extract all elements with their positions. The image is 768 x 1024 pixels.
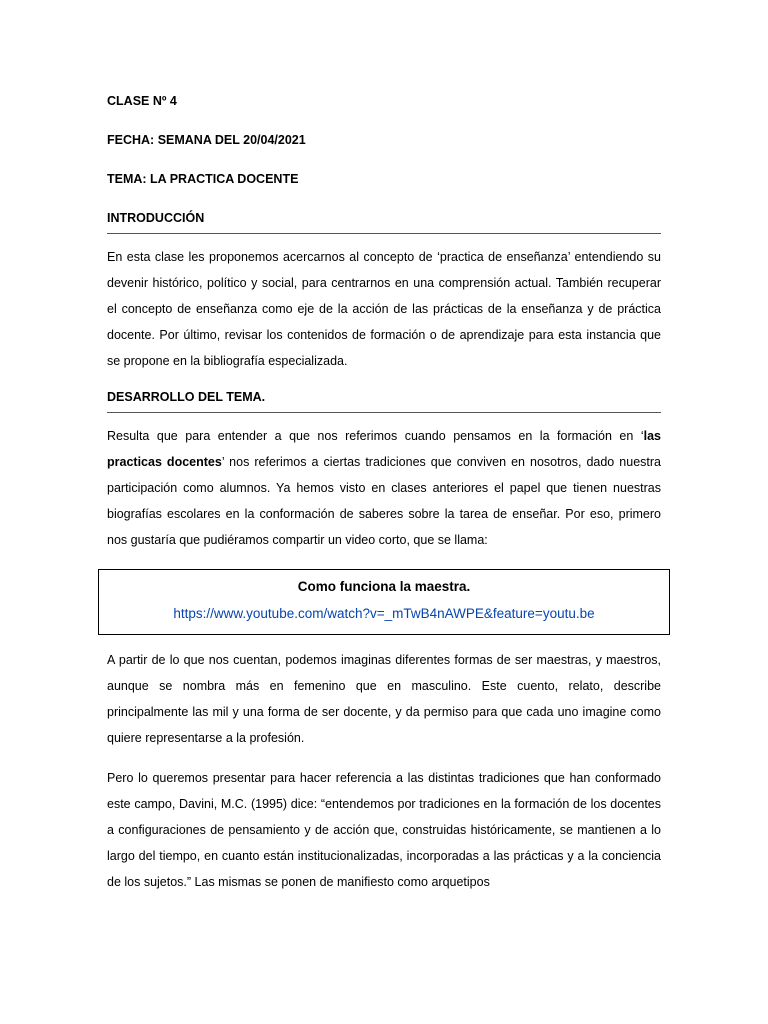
cuento-paragraph: A partir de lo que nos cuentan, podemos imaginas diferentes formas de ser maestras, y maestros, aunque se nombra más en femenino que en masculino. Este cuento, relato, describe principalmente las mil y una forma de ser docente, y da permiso para que cada uno imagine como quiere representarse a la profesión. bbox=[107, 653, 661, 745]
tema-label: TEMA: LA PRACTICA DOCENTE bbox=[107, 172, 299, 186]
tradiciones-paragraph: Pero lo queremos presentar para hacer referencia a las distintas tradiciones que han conformado este campo, Davini, M.C. (1995) dice: “entendemos por tradiciones en la formación de los docentes a configuraciones de pensamiento y de acción que, construidas históricamente, se mantienen a lo largo del tiempo, en cuanto están institucionalizadas, incorporadas a las prácticas y a la conciencia de los sujetos.” Las mismas se ponen de manifiesto como arquetipos bbox=[107, 771, 661, 889]
introduccion-paragraph: En esta clase les proponemos acercarnos al concepto de ‘practica de enseñanza’ entendiendo su devenir histórico, político y social, para centrarnos en una comprensión actual. También recuperar el concepto de enseñanza como eje de la acción de las prácticas de la enseñanza y de práctica docente. Por último, revisar los contenidos de formación o de aprendizaje para esta instancia que se propone en la bibliografía especializada. bbox=[107, 250, 661, 368]
desarrollo-text-start: Resulta que para entender a que nos referimos cuando pensamos en la formación en ‘ bbox=[107, 429, 644, 443]
video-box bbox=[98, 569, 670, 635]
desarrollo-paragraph bbox=[107, 423, 661, 553]
desarrollo-bold-term: las practicas docentes bbox=[107, 429, 661, 469]
clase-label: CLASE Nº 4 bbox=[107, 94, 177, 108]
desarrollo-text-end: ’ nos referimos a ciertas tradiciones que conviven en nosotros, dado nuestra participación como alumnos. Ya hemos visto en clases anteriores el papel que tienen nuestras biografías escolares en la conformación de saberes sobre la tarea de enseñar. Por eso, primero nos gustaría que pudiéramos compartir un video corto, que se llama: bbox=[107, 455, 661, 547]
introduccion-heading: INTRODUCCIÓN bbox=[107, 209, 661, 234]
video-title: Como funciona la maestra. bbox=[297, 579, 471, 594]
video-link[interactable]: https://www.youtube.com/watch?v=_mTwB4nAWPE&feature=youtu.be bbox=[173, 606, 595, 621]
desarrollo-heading: DESARROLLO DEL TEMA. bbox=[107, 388, 661, 413]
fecha-label: FECHA: SEMANA DEL 20/04/2021 bbox=[107, 133, 306, 147]
